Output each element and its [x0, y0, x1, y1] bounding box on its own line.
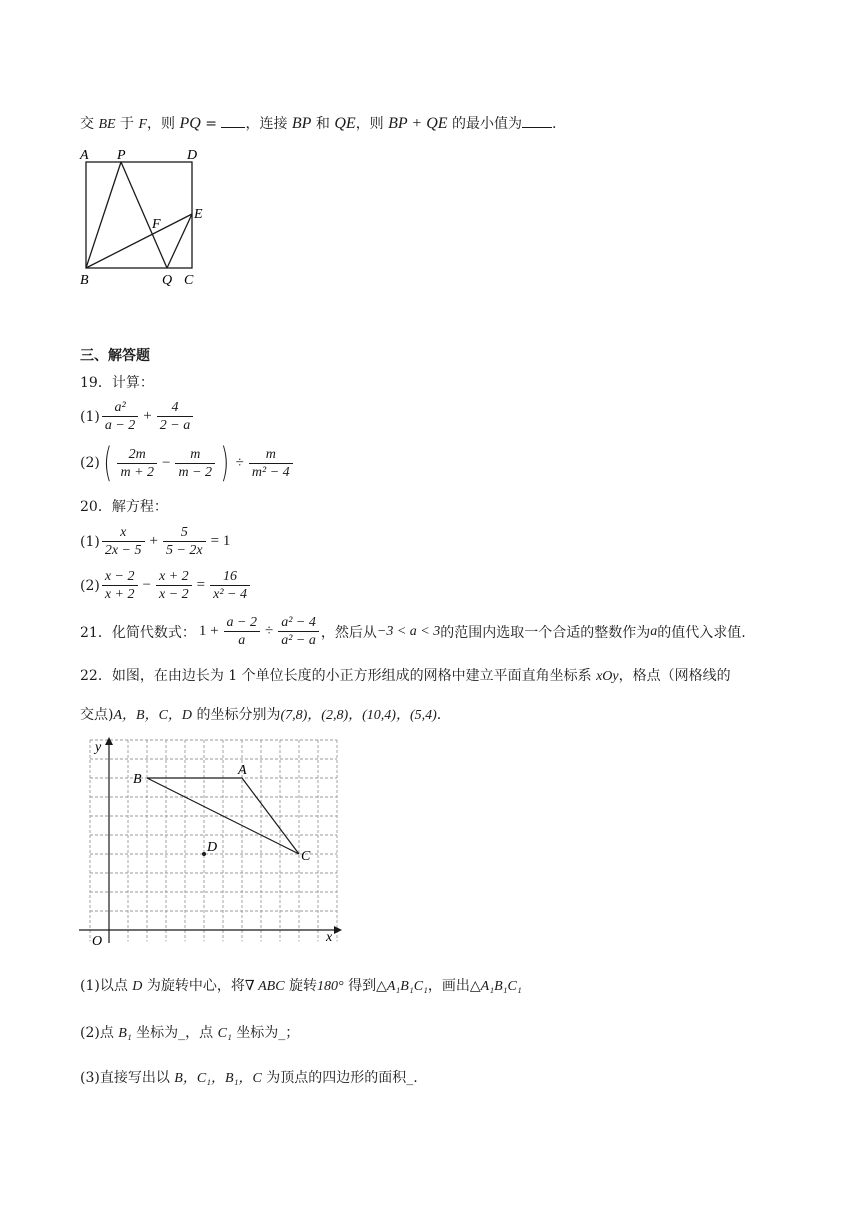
q22-part3: (3)直接写出以 B，C₁，B₁，C 为顶点的四边形的面积_.: [80, 1070, 418, 1086]
label-o: O: [92, 934, 103, 949]
q22-line2: 交点)A，B，C，D 的坐标分别为(7,8)，(2,8)，(10,4)，(5,4).: [80, 707, 442, 723]
coordinate-grid-figure: [76, 735, 346, 950]
label-q: Q: [162, 273, 173, 288]
label-b: B: [80, 273, 89, 288]
fraction: $\frac{x - 2}{x + 2}$: [102, 568, 138, 603]
q22-part1: (1)以点 D 为旋转中心，将∇ ABC 旋转180° 得到△A₁B₁C₁，画出△A₁B₁C₁: [80, 978, 522, 994]
fraction: $\frac{2m}{m + 2}$: [117, 446, 157, 481]
label-c: C: [184, 273, 194, 288]
q21-line: 21．化简代数式： 1 + $\frac{a - 2}{a}$ ÷ $\frac{\text{a² − 4}}{\text{a² − a}}$ ，然后从 −3 < a < 3 的范围内选取一个合适的整数作为 a 的值代入求值.: [80, 615, 746, 648]
fraction: $\frac{m}{m - 2}$: [175, 446, 215, 481]
q19-part2: (2) ( $\frac{2m}{m + 2}$ − $\frac{m}{m - 2}$ ) ÷ $\frac{m}{\text{m² − 4}}$: [80, 443, 295, 483]
label-e: E: [194, 207, 203, 222]
fraction: $\frac{16}{\text{x² − 4}}$: [210, 568, 250, 603]
q22-part2: (2)点 B₁ 坐标为_，点 C₁ 坐标为_；: [80, 1025, 300, 1041]
label-b: B: [133, 772, 142, 787]
label-a: A: [80, 148, 89, 163]
q20-head: 20．解方程：: [80, 499, 168, 515]
fraction: $\frac{a - 2}{a}$: [224, 614, 260, 649]
q19-part1: (1) $\frac{\text{a²}}{a - 2}$ + $\frac{4}{2 - a}$: [80, 399, 195, 434]
fraction: $\frac{4}{2 - a}$: [157, 399, 193, 434]
fraction: $\frac{\text{a²}}{a - 2}$: [102, 399, 138, 434]
y-axis-arrow-icon: [105, 737, 113, 745]
q20-part1: (1) $\frac{x}{2x - 5}$ + $\frac{5}{5 - 2x}$ = 1: [80, 525, 231, 558]
label-a: A: [238, 763, 247, 778]
label-c: C: [301, 849, 311, 864]
answer-blank-1: [221, 113, 245, 128]
fraction: $\frac{x + 2}{x - 2}$: [156, 568, 192, 603]
fraction: $\frac{5}{5 - 2x}$: [163, 524, 206, 559]
label-x: x: [326, 930, 333, 945]
label-d: D: [187, 148, 198, 163]
point-d: [202, 852, 206, 856]
section-title: 三、解答题: [80, 348, 150, 364]
q19-head: 19．计算：: [80, 375, 154, 391]
fraction: $\frac{\text{a² − 4}}{\text{a² − a}}$: [278, 614, 319, 649]
segment-be: [86, 214, 192, 268]
label-d: D: [207, 840, 218, 855]
square-abcd: [86, 162, 192, 268]
segment-bp: [86, 162, 121, 268]
answer-blank-2: [522, 113, 552, 128]
q20-part2: (2) $\frac{x - 2}{x + 2}$ − $\frac{x + 2}{x - 2}$ = $\frac{16}{\text{x² − 4}}$: [80, 568, 252, 603]
label-f: F: [152, 217, 161, 232]
x-axis-arrow-icon: [334, 926, 342, 934]
q18-line: 交 BE 于 F，则 PQ = ，连接 BP 和 QE，则 BP + QE 的最小值为 .: [80, 115, 557, 132]
label-p: P: [117, 148, 126, 163]
segment-qe: [167, 214, 192, 268]
q22-line1: 22．如图，在由边长为 1 个单位长度的小正方形组成的网格中建立平面直角坐标系 xOy，格点（网格线的: [80, 668, 731, 684]
segment-pq: [121, 162, 167, 268]
label-y: y: [95, 740, 102, 755]
square-figure: [76, 144, 206, 290]
fraction: $\frac{m}{\text{m² − 4}}$: [249, 446, 293, 481]
fraction: $\frac{x}{2x - 5}$: [102, 524, 145, 559]
